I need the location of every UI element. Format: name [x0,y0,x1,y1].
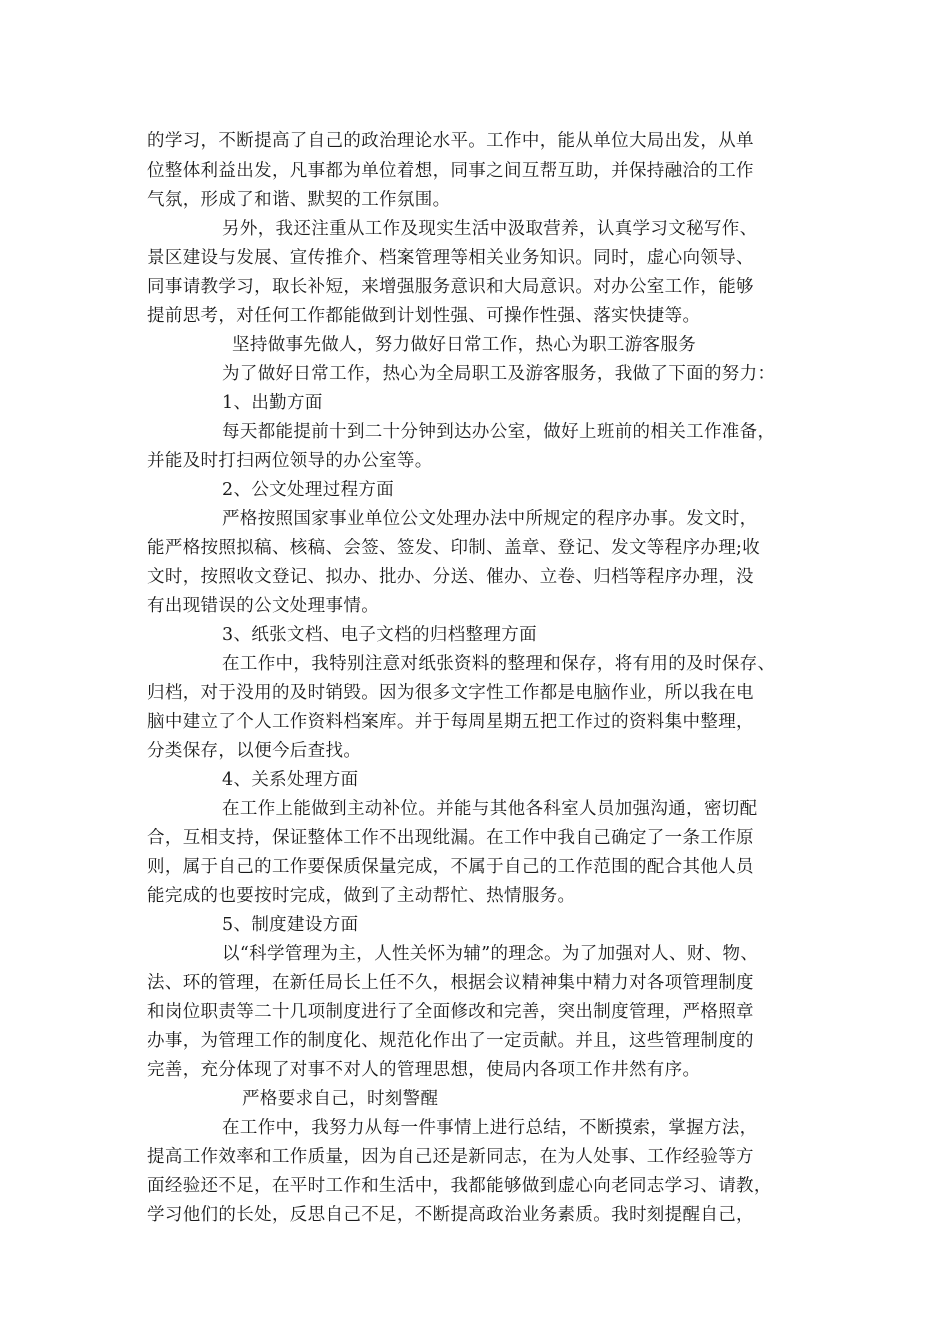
body-text-line: 面经验还不足，在平时工作和生活中，我都能够做到虚心向老同志学习、请教， [147,1176,772,1196]
body-text-line: 位整体利益出发，凡事都为单位着想，同事之间互帮互助，并保持融洽的工作 [147,161,754,181]
body-text-line: 同事请教学习，取长补短，来增强服务意识和大局意识。对办公室工作，能够 [147,277,754,297]
section-heading: 坚持做事先做人，努力做好日常工作，热心为职工游客服务 [232,335,697,355]
paragraph-first-line: 在工作中，我特别注意对纸张资料的整理和保存，将有用的及时保存、 [222,654,776,674]
body-text-line: 能完成的也要按时完成，做到了主动帮忙、热情服务。 [147,886,576,906]
body-text-line: 的学习，不断提高了自己的政治理论水平。工作中，能从单位大局出发，从单 [147,131,754,151]
body-text-line: 并能及时打扫两位领导的办公室等。 [147,451,433,471]
subsection-heading: 5、制度建设方面 [222,915,359,935]
body-text-line: 法、环的管理，在新任局长上任不久，根据会议精神集中精力对各项管理制度 [147,973,754,993]
subsection-heading: 4、关系处理方面 [222,770,359,790]
paragraph-first-line: 每天都能提前十到二十分钟到达办公室，做好上班前的相关工作准备， [222,422,776,442]
body-text-line: 学习他们的长处，反思自己不足，不断提高政治业务素质。我时刻提醒自己， [147,1205,754,1225]
body-text-line: 合，互相支持，保证整体工作不出现纰漏。在工作中我自己确定了一条工作原 [147,828,754,848]
body-text-line: 完善，充分体现了对事不对人的管理思想，使局内各项工作井然有序。 [147,1060,701,1080]
body-text-line: 则，属于自己的工作要保质保量完成，不属于自己的工作范围的配合其他人员 [147,857,754,877]
body-text-line: 脑中建立了个人工作资料档案库。并于每周星期五把工作过的资料集中整理， [147,712,754,732]
paragraph-first-line: 严格按照国家事业单位公文处理办法中所规定的程序办事。发文时， [222,509,758,529]
subsection-heading: 3、纸张文档、电子文档的归档整理方面 [222,625,537,645]
paragraph-first-line: 为了做好日常工作，热心为全局职工及游客服务，我做了下面的努力： [222,364,776,384]
paragraph-first-line: 在工作中，我努力从每一件事情上进行总结，不断摸索，掌握方法， [222,1118,758,1138]
body-text-line: 提前思考，对任何工作都能做到计划性强、可操作性强、落实快捷等。 [147,306,701,326]
subsection-heading: 2、公文处理过程方面 [222,480,395,500]
body-text-line: 景区建设与发展、宣传推介、档案管理等相关业务知识。同时，虚心向领导、 [147,248,754,268]
body-text-line: 文时，按照收文登记、拟办、批办、分送、催办、立卷、归档等程序办理，没 [147,567,754,587]
subsection-heading: 1、出勤方面 [222,393,323,413]
body-text-line: 归档，对于没用的及时销毁。因为很多文字性工作都是电脑作业，所以我在电 [147,683,754,703]
body-text-line: 提高工作效率和工作质量，因为自己还是新同志，在为人处事、工作经验等方 [147,1147,754,1167]
body-text-line: 分类保存，以便今后查找。 [147,741,362,761]
paragraph-first-line: 以“科学管理为主，人性关怀为辅”的理念。为了加强对人、财、物、 [222,944,759,964]
body-text-line: 气氛，形成了和谐、默契的工作氛围。 [147,190,451,210]
body-text-line: 和岗位职责等二十几项制度进行了全面修改和完善，突出制度管理，严格照章 [147,1002,754,1022]
body-text-line: 有出现错误的公文处理事情。 [147,596,380,616]
section-heading: 严格要求自己，时刻警醒 [242,1089,439,1109]
body-text-line: 办事，为管理工作的制度化、规范化作出了一定贡献。并且，这些管理制度的 [147,1031,754,1051]
paragraph-first-line: 另外，我还注重从工作及现实生活中汲取营养，认真学习文秘写作、 [222,219,758,239]
paragraph-first-line: 在工作上能做到主动补位。并能与其他各科室人员加强沟通，密切配 [222,799,758,819]
body-text-line: 能严格按照拟稿、核稿、会签、签发、印制、盖章、登记、发文等程序办理;收 [147,538,761,558]
